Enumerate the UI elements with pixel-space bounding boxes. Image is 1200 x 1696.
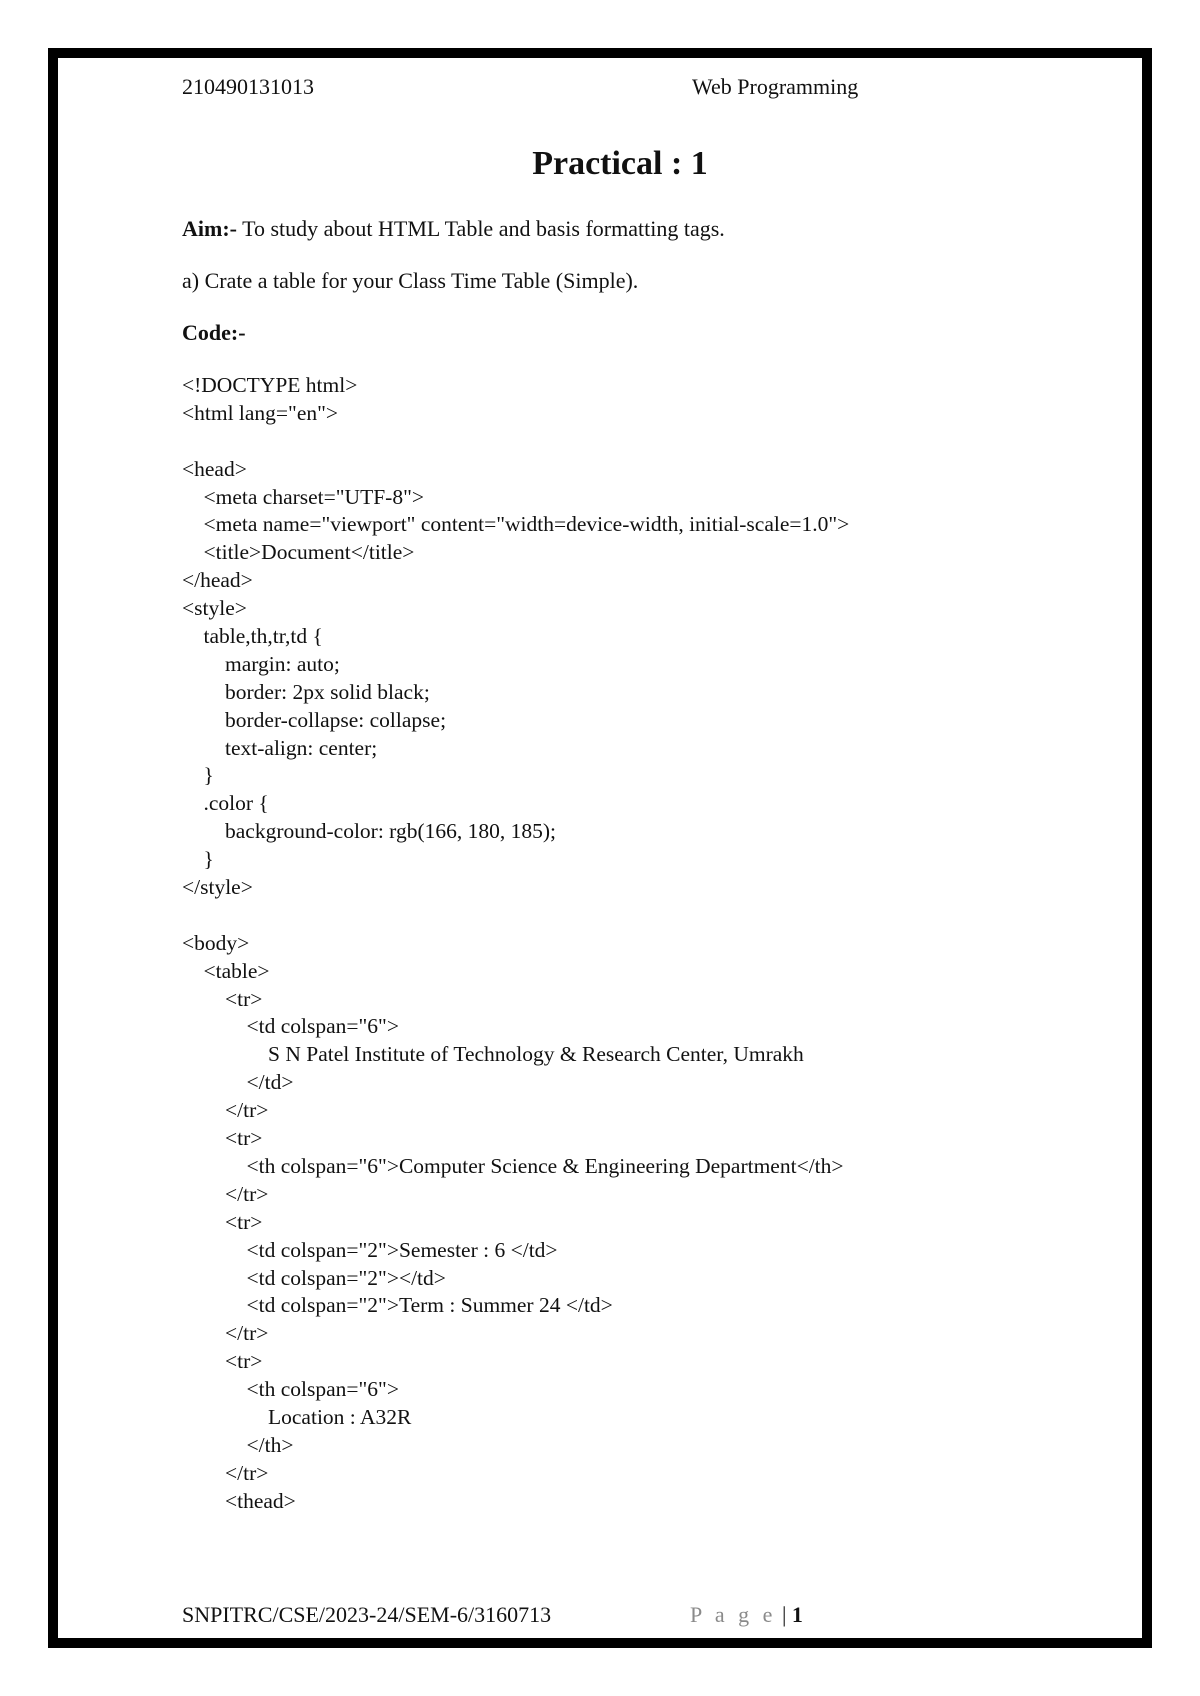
code-line: <tr> <box>182 1126 263 1151</box>
code-line <box>182 902 849 930</box>
code-line: border-collapse: collapse; <box>182 707 447 732</box>
code-line: <html lang="en"> <box>182 400 339 425</box>
code-line: </th> <box>182 1432 294 1457</box>
aim-label: Aim:- <box>182 216 237 241</box>
code-line: <meta charset="UTF-8"> <box>182 484 424 509</box>
task-line: a) Crate a table for your Class Time Table (Simple). <box>182 268 639 293</box>
code-line: <tr> <box>182 986 263 1011</box>
code-line: </tr> <box>182 1321 269 1346</box>
subject-name: Web Programming <box>692 74 859 99</box>
code-line: </head> <box>182 568 253 593</box>
code-line: <thead> <box>182 1488 296 1513</box>
code-line: margin: auto; <box>182 651 340 676</box>
aim-line <box>182 216 725 242</box>
code-line: <meta name="viewport" content="width=device-width, initial-scale=1.0"> <box>182 512 850 537</box>
code-line: <tr> <box>182 1209 263 1234</box>
code-line: <td colspan="6"> <box>182 1014 399 1039</box>
code-line: S N Patel Institute of Technology & Research Center, Umrakh <box>182 1042 804 1067</box>
code-line: <head> <box>182 456 247 481</box>
code-line: text-align: center; <box>182 735 378 760</box>
code-line: <body> <box>182 930 250 955</box>
code-line <box>182 428 849 456</box>
code-line: } <box>182 763 214 788</box>
page-separator: | <box>776 1602 792 1627</box>
code-line: <td colspan="2">Semester : 6 </td> <box>182 1237 558 1262</box>
footer-doc-code: SNPITRC/CSE/2023-24/SEM-6/3160713 <box>182 1602 552 1627</box>
code-line: </td> <box>182 1070 294 1095</box>
code-line: <td colspan="2"></td> <box>182 1265 446 1290</box>
code-block <box>182 372 849 1516</box>
code-line: <style> <box>182 596 247 621</box>
code-line: </style> <box>182 875 253 900</box>
code-label: Code:- <box>182 320 246 345</box>
page-number: 1 <box>791 1602 803 1627</box>
footer-page <box>690 1602 803 1628</box>
code-line: .color { <box>182 791 269 816</box>
code-line: <td colspan="2">Term : Summer 24 </td> <box>182 1293 613 1318</box>
page-title: Practical : 1 <box>532 145 708 182</box>
code-line: Location : A32R <box>182 1404 412 1429</box>
code-line: <title>Document</title> <box>182 540 415 565</box>
code-line: } <box>182 847 214 872</box>
code-line: table,th,tr,td { <box>182 624 323 649</box>
code-line: <!DOCTYPE html> <box>182 373 358 397</box>
page-label: P a g e <box>690 1602 777 1627</box>
code-line: <th colspan="6">Computer Science & Engineering Department</th> <box>182 1153 844 1178</box>
code-line: border: 2px solid black; <box>182 679 430 704</box>
code-line: </tr> <box>182 1460 269 1485</box>
aim-text: To study about HTML Table and basis formatting tags. <box>236 216 725 241</box>
code-line: </tr> <box>182 1181 269 1206</box>
code-line: <th colspan="6"> <box>182 1377 399 1402</box>
enrollment-number: 210490131013 <box>182 74 314 99</box>
code-line: <tr> <box>182 1349 263 1374</box>
code-line: background-color: rgb(166, 180, 185); <box>182 819 556 844</box>
code-line: </tr> <box>182 1098 269 1123</box>
code-line: <table> <box>182 958 270 983</box>
